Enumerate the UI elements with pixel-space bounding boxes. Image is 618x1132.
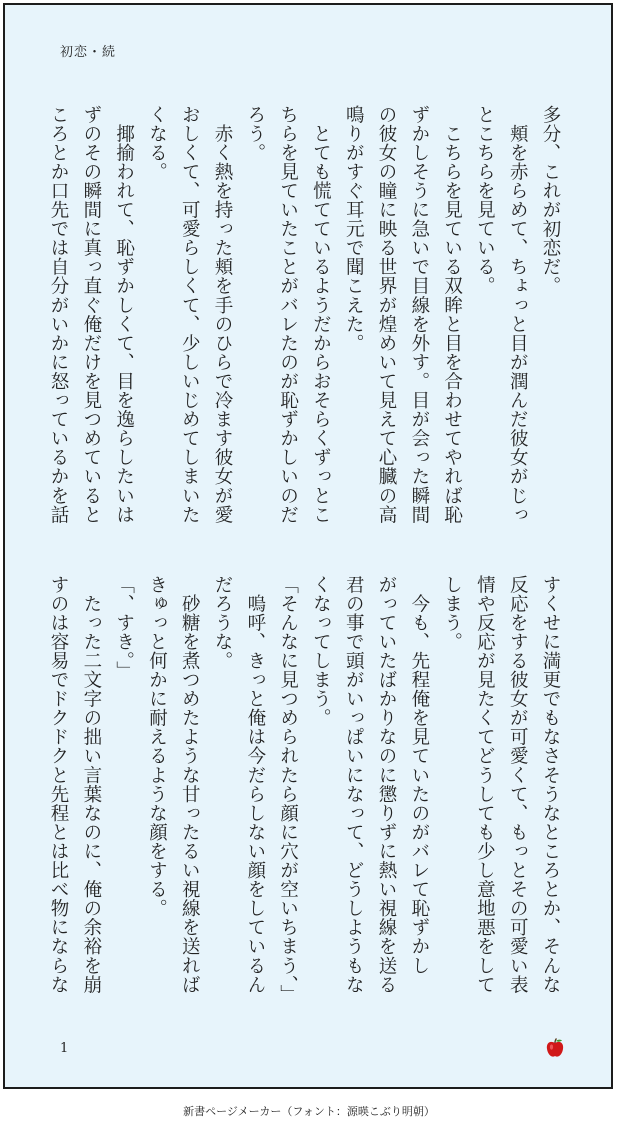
text-line: こちらを見ている双眸と目を合わせてやれば恥 <box>441 105 463 525</box>
text-line: たった二文字の拙い言葉なのに、俺の余裕を崩 <box>80 575 102 995</box>
apple-icon <box>546 1038 564 1058</box>
text-line: 今も、先程俺を見ていたのがバレて恥ずかし <box>408 575 430 976</box>
text-line: だろうな。 <box>212 575 234 671</box>
text-line: ろう。 <box>244 105 266 163</box>
text-line: 反応をする彼女が可愛くて、もっとその可愛い表 <box>507 575 529 995</box>
text-line: 鳴りがすぐ耳元で聞こえた。 <box>343 105 365 353</box>
text-line: おしくて、可愛らしくて、少しいじめてしまいた <box>179 105 201 525</box>
text-line: 揶揄われて、恥ずかしくて、目を逸らしたいは <box>113 105 135 525</box>
footer-caption: 新書ページメーカー（フォント：源暎こぶり明朝） <box>183 1105 435 1118</box>
body-text-top <box>41 105 566 525</box>
text-line: くなる。 <box>146 105 168 182</box>
text-line: きゅっと何かに耐えるような顔をする。 <box>146 575 168 918</box>
book-page <box>3 3 613 1089</box>
text-line: 多分、これが初恋だ。 <box>540 105 561 296</box>
text-line: 赤く熱を持った頬を手のひらで冷ます彼女が愛 <box>212 105 234 525</box>
text-line: 頬を赤らめて、ちょっと目が潤んだ彼女がじっ <box>507 105 529 525</box>
text-line: ずかしそうに急いで目線を外す。目が会った瞬間 <box>408 105 430 525</box>
text-line: 砂糖を煮つめたような甘ったるい視線を送れば <box>179 575 201 995</box>
text-line: ちらを見ていたことがバレたのが恥ずかしいのだ <box>277 105 299 525</box>
text-line: ずのその瞬間に真っ直ぐ俺だけを見つめていると <box>80 105 102 525</box>
text-line: とても慌てているようだからおそらくずっとこ <box>310 105 332 525</box>
text-line: 「、すき。」 <box>113 575 135 681</box>
text-line: ころとか口先では自分がいかに怒っているかを話 <box>48 105 70 525</box>
text-line: とこちらを見ている。 <box>474 105 496 296</box>
text-line: くなってしまう。 <box>310 575 332 728</box>
text-line: 君の事で頭がいっぱいになって、どうしようもな <box>343 575 365 995</box>
text-line: すくせに満更でもなさそうなところとか、そんな <box>540 575 561 995</box>
text-line: 嗚呼、きっと俺は今だらしない顔をしているん <box>244 575 266 995</box>
page-number: 1 <box>60 1041 69 1056</box>
body-text-bottom <box>41 575 566 1015</box>
text-line: がっていたばかりなのに懲りずに熱い視線を送る <box>376 575 398 995</box>
text-line: の彼女の瞳に映る世界が煌めいて見えて心臓の高 <box>376 105 398 525</box>
page-header-title: 初恋・続 <box>60 45 117 60</box>
text-line: 情や反応が見たくてどうしても少し意地悪をして <box>474 575 496 995</box>
text-line: すのは容易でドクドクと先程とは比べ物にならな <box>48 575 70 995</box>
text-line: しまう。 <box>441 575 463 652</box>
text-line: 「そんなに見つめられたら顔に穴が空いちまう、」 <box>277 575 299 1004</box>
